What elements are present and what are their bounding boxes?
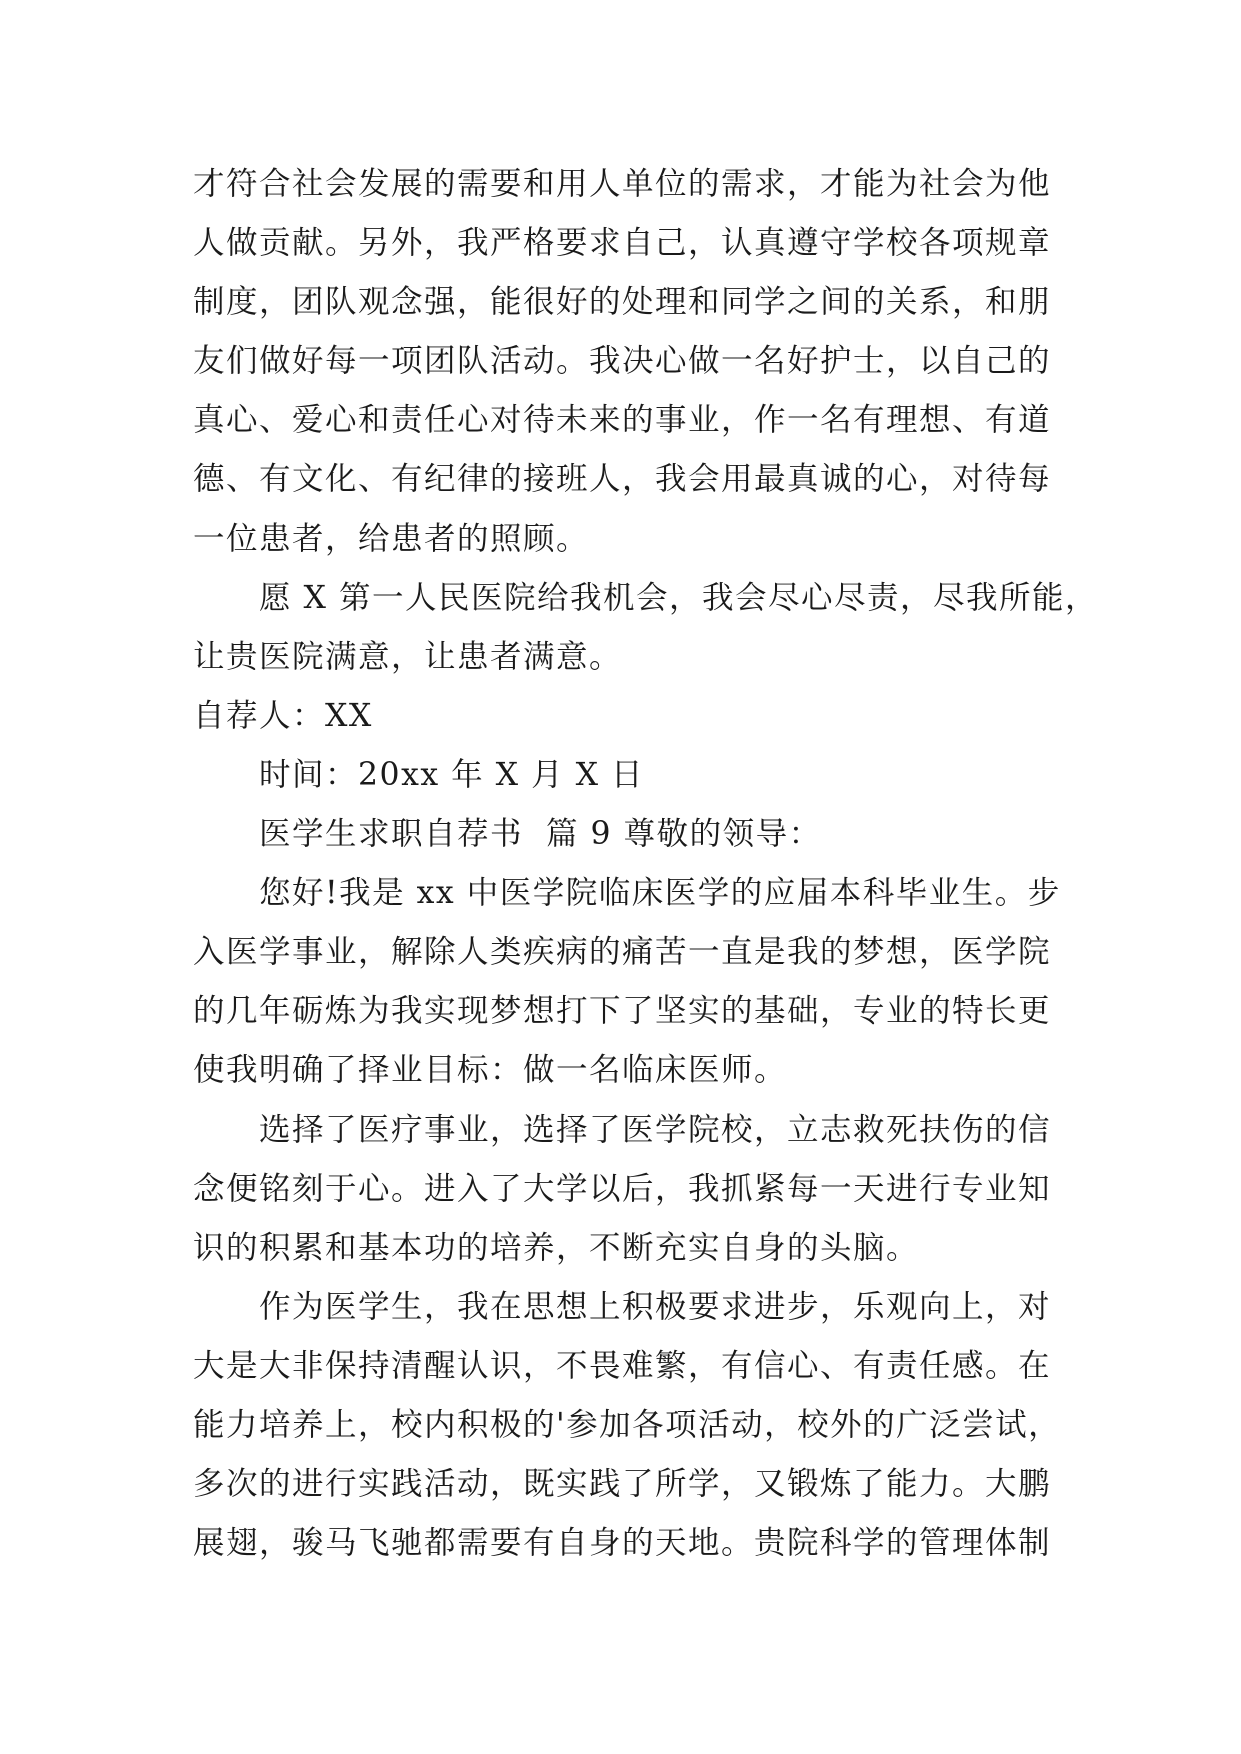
text-line: 真心、爱心和责任心对待未来的事业，作一名有理想、有道: [193, 402, 1052, 439]
text-line: 选择了医疗事业，选择了医学院校，立志救死扶伤的信: [193, 1111, 1052, 1148]
text-line: 德、有文化、有纪律的接班人，我会用最真诚的心，对待每: [193, 461, 1052, 498]
text-line: 愿 X 第一人民医院给我机会，我会尽心尽责，尽我所能，: [193, 579, 1098, 616]
section-heading: 医学生求职自荐书 篇 9 尊敬的领导：: [193, 816, 822, 853]
text-line: 人做贡献。另外，我严格要求自己，认真遵守学校各项规章: [193, 225, 1052, 262]
text-line: 使我明确了择业目标：做一名临床医师。: [193, 1052, 788, 1089]
date-line: 时间：20xx 年 X 月 X 日: [193, 756, 645, 793]
text-line: 让贵医院满意，让患者满意。: [193, 638, 623, 675]
text-line: 制度，团队观念强，能很好的处理和同学之间的关系，和朋: [193, 284, 1052, 321]
text-line: 的几年砺炼为我实现梦想打下了坚实的基础，专业的特长更: [193, 993, 1052, 1030]
text-line: 一位患者，给患者的照顾。: [193, 520, 590, 557]
signature-line: 自荐人：XX: [193, 697, 373, 734]
text-line: 入医学事业，解除人类疾病的痛苦一直是我的梦想，医学院: [193, 934, 1052, 971]
text-line: 才符合社会发展的需要和用人单位的需求，才能为社会为他: [193, 166, 1052, 202]
text-line: 多次的进行实践活动，既实践了所学，又锻炼了能力。大鹏: [193, 1466, 1052, 1503]
text-line: 您好!我是 xx 中医学院临床医学的应届本科毕业生。步: [193, 875, 1061, 912]
text-line: 作为医学生，我在思想上积极要求进步，乐观向上，对: [193, 1288, 1052, 1325]
text-line: 大是大非保持清醒认识，不畏难繁，有信心、有责任感。在: [193, 1347, 1052, 1384]
text-line: 念便铭刻于心。进入了大学以后，我抓紧每一天进行专业知: [193, 1170, 1052, 1207]
text-line: 能力培养上，校内积极的'参加各项活动，校外的广泛尝试，: [193, 1406, 1062, 1443]
text-line: 友们做好每一项团队活动。我决心做一名好护士，以自己的: [193, 343, 1052, 380]
body-text: [193, 155, 1098, 1573]
text-line: 识的积累和基本功的培养，不断充实自身的头脑。: [193, 1229, 920, 1266]
text-line: 展翅，骏马飞驰都需要有自身的天地。贵院科学的管理体制: [193, 1525, 1052, 1562]
